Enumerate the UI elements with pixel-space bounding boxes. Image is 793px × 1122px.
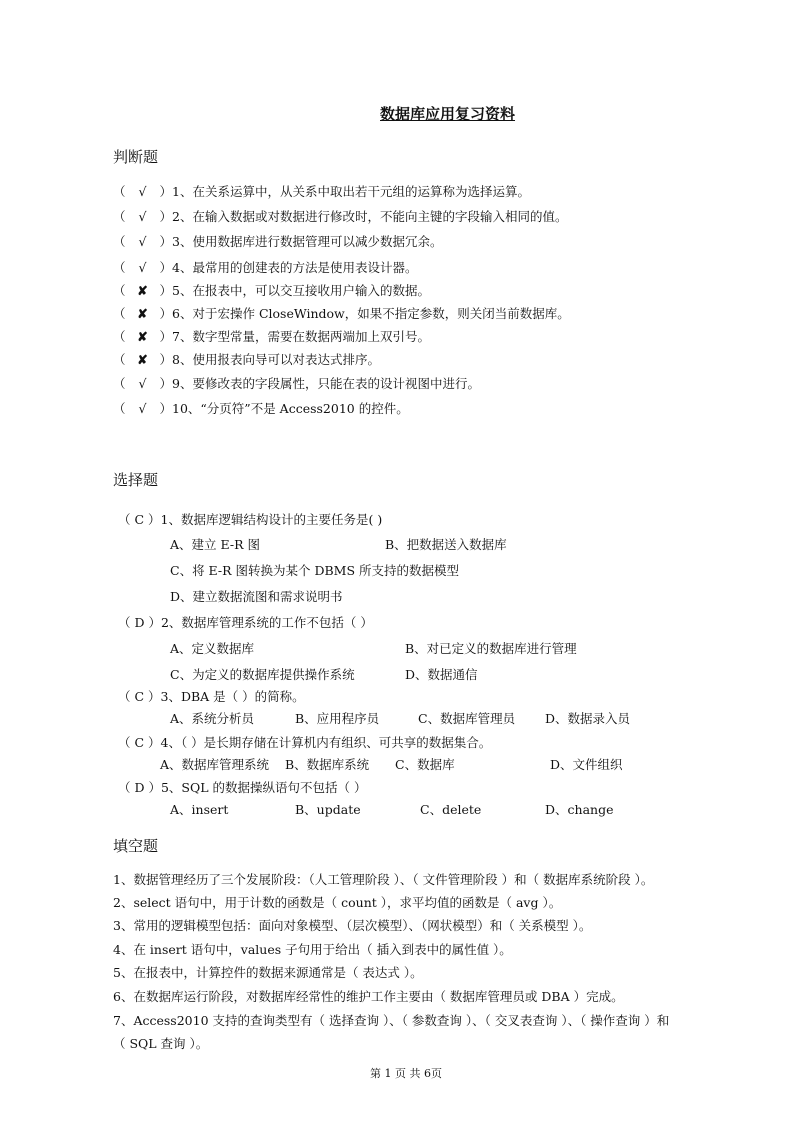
open-paren: （ (113, 306, 126, 321)
option-b: B、update (295, 802, 361, 817)
cross-mark-icon: ✘ (137, 306, 148, 321)
section-heading-fill: 填空题 (113, 837, 159, 855)
cross-mark-icon: ✘ (137, 352, 148, 367)
check-mark-icon: √ (138, 401, 147, 416)
open-paren: （ (113, 260, 126, 275)
fill-item: 3、常用的逻辑模型包括：面向对象模型、（层次模型）、（网状模型）和（ 关系模型 ）。 (113, 918, 592, 933)
cross-mark-icon: ✘ (137, 329, 148, 344)
open-paren: （ (113, 401, 126, 416)
open-paren: （ (113, 234, 126, 249)
section-heading-choice: 选择题 (113, 471, 159, 489)
option-a: A、系统分析员 (170, 711, 255, 726)
judge-item-text: ）5、在报表中，可以交互接收用户输入的数据。 (159, 283, 430, 298)
option-b: B、把数据送入数据库 (385, 537, 507, 552)
judge-item-text: ）2、在输入数据或对数据进行修改时，不能向主键的字段输入相同的值。 (159, 209, 568, 224)
fill-item: 7、Access2010 支持的查询类型有（ 选择查询 ）、（ 参数查询 ）、（ 交叉表查询 ）、（ 操作查询 ）和 (113, 1013, 670, 1028)
question-2: （ D ）2、数据库管理系统的工作不包括（ ） (118, 615, 373, 630)
judge-item (113, 184, 530, 200)
question-5: （ D ）5、SQL 的数据操纵语句不包括（ ） (118, 780, 367, 795)
open-paren: （ (113, 376, 126, 391)
check-mark-icon: √ (138, 260, 147, 275)
option-c: C、将 E-R 图转换为某个 DBMS 所支持的数据模型 (170, 563, 460, 578)
option-b: B、数据库系统 (285, 757, 370, 772)
judge-item (113, 329, 430, 345)
check-mark-icon: √ (138, 234, 147, 249)
fill-item: 6、在数据库运行阶段，对数据库经常性的维护工作主要由（ 数据库管理员或 DBA ）完成。 (113, 989, 624, 1004)
option-c: C、为定义的数据库提供操作系统 (170, 667, 355, 682)
open-paren: （ (113, 283, 126, 298)
option-a: A、建立 E-R 图 (170, 537, 260, 552)
question-3: （ C ）3、DBA 是（ ）的简称。 (118, 689, 305, 704)
judge-item-text: ）9、要修改表的字段属性，只能在表的设计视图中进行。 (159, 376, 480, 391)
page-footer: 第 1 页 共 6页 (370, 1067, 442, 1080)
option-c: C、数据库管理员 (418, 711, 516, 726)
judge-item (113, 209, 567, 225)
open-paren: （ (113, 184, 126, 199)
judge-item-text: ）3、使用数据库进行数据管理可以减少数据冗余。 (159, 234, 443, 249)
cross-mark-icon: ✘ (137, 283, 148, 298)
judge-item (113, 306, 570, 322)
judge-item (113, 260, 417, 276)
option-c: C、数据库 (395, 757, 455, 772)
open-paren: （ (113, 329, 126, 344)
judge-item-text: ）6、对于宏操作 CloseWindow，如果不指定参数，则关闭当前数据库。 (159, 306, 570, 321)
section-heading-judge: 判断题 (113, 148, 159, 166)
option-d: D、数据录入员 (545, 711, 631, 726)
judge-item-text: ）8、使用报表向导可以对表达式排序。 (159, 352, 380, 367)
judge-item-text: ）10、“分页符”不是 Access2010 的控件。 (159, 401, 409, 416)
fill-item: （ SQL 查询 ）。 (113, 1036, 209, 1051)
option-a: A、数据库管理系统 (160, 757, 270, 772)
question-4: （ C ）4、（ ）是长期存储在计算机内有组织、可共享的数据集合。 (118, 735, 492, 750)
option-d: D、文件组织 (550, 757, 623, 772)
judge-item (113, 283, 430, 299)
open-paren: （ (113, 352, 126, 367)
judge-item-text: ）4、最常用的创建表的方法是使用表设计器。 (159, 260, 418, 275)
fill-item: 5、在报表中，计算控件的数据来源通常是（ 表达式 ）。 (113, 965, 423, 980)
option-d: D、数据通信 (405, 667, 478, 682)
open-paren: （ (113, 209, 126, 224)
question-1: （ C ）1、数据库逻辑结构设计的主要任务是( ) (118, 512, 383, 527)
fill-item: 4、在 insert 语句中，values 子句用于给出（ 插入到表中的属性值 ）。 (113, 942, 512, 957)
option-a: A、定义数据库 (170, 641, 255, 656)
fill-item: 1、数据管理经历了三个发展阶段：（人工管理阶段 ）、（ 文件管理阶段 ）和（ 数据库系统阶段 ）。 (113, 872, 654, 887)
judge-item (113, 352, 380, 368)
judge-item (113, 234, 442, 250)
judge-item-text: ）7、数字型常量，需要在数据两端加上双引号。 (159, 329, 430, 344)
judge-item (113, 376, 480, 392)
check-mark-icon: √ (138, 209, 147, 224)
option-a: A、insert (170, 802, 229, 817)
option-d: D、建立数据流图和需求说明书 (170, 589, 343, 604)
option-d: D、change (545, 802, 614, 817)
option-b: B、应用程序员 (295, 711, 380, 726)
fill-item: 2、select 语句中，用于计数的函数是（ count ），求平均值的函数是（ avg ）。 (113, 895, 562, 910)
check-mark-icon: √ (138, 376, 147, 391)
option-b: B、对已定义的数据库进行管理 (405, 641, 577, 656)
judge-item (113, 401, 409, 417)
document-title: 数据库应用复习资料 (380, 105, 516, 123)
check-mark-icon: √ (138, 184, 147, 199)
option-c: C、delete (420, 802, 482, 817)
judge-item-text: ）1、在关系运算中，从关系中取出若干元组的运算称为选择运算。 (159, 184, 530, 199)
